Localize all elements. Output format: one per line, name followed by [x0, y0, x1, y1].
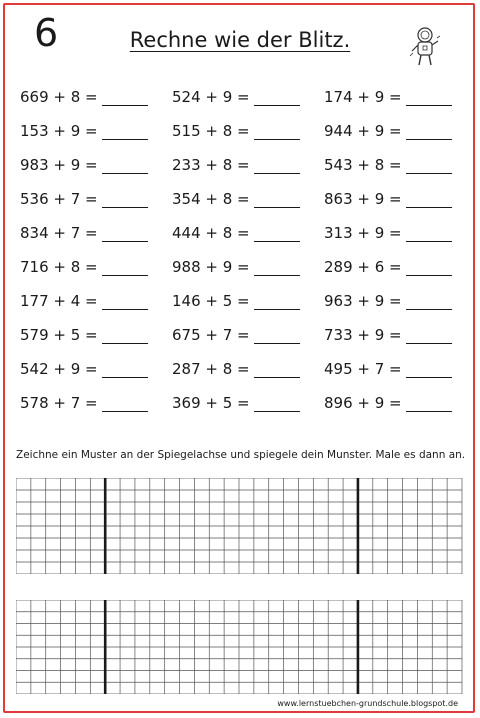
- problem-equation: 369 + 5 =: [172, 394, 250, 412]
- answer-blank[interactable]: [102, 191, 148, 208]
- problem-item: [20, 352, 172, 386]
- problem-equation: 983 + 9 =: [20, 156, 98, 174]
- mirror-grid-bottom: [16, 600, 464, 694]
- problem-item: [324, 318, 460, 352]
- problem-item: [20, 148, 172, 182]
- problem-equation: 233 + 8 =: [172, 156, 250, 174]
- answer-blank[interactable]: [102, 123, 148, 140]
- answer-blank[interactable]: [254, 89, 300, 106]
- problem-item: [324, 148, 460, 182]
- answer-blank[interactable]: [406, 191, 452, 208]
- problem-equation: 863 + 9 =: [324, 190, 402, 208]
- grid-lines: [16, 600, 464, 694]
- problem-item: [20, 284, 172, 318]
- problem-equation: 669 + 8 =: [20, 88, 98, 106]
- problem-equation: 146 + 5 =: [172, 292, 250, 310]
- astronaut-mascot-icon: [408, 26, 442, 68]
- problem-item: [172, 114, 324, 148]
- answer-blank[interactable]: [254, 123, 300, 140]
- problem-item: [172, 148, 324, 182]
- problem-equation: 289 + 6 =: [324, 258, 402, 276]
- problem-item: [20, 182, 172, 216]
- problem-equation: 287 + 8 =: [172, 360, 250, 378]
- answer-blank[interactable]: [406, 157, 452, 174]
- problem-item: [324, 114, 460, 148]
- answer-blank[interactable]: [406, 361, 452, 378]
- answer-blank[interactable]: [254, 293, 300, 310]
- answer-blank[interactable]: [102, 361, 148, 378]
- problem-item: [20, 250, 172, 284]
- problem-equation: 578 + 7 =: [20, 394, 98, 412]
- footer-url: www.lernstuebchen-grundschule.blogspot.de: [277, 699, 458, 708]
- answer-blank[interactable]: [406, 89, 452, 106]
- problem-item: [172, 216, 324, 250]
- problem-item: [172, 182, 324, 216]
- problem-equation: 524 + 9 =: [172, 88, 250, 106]
- drawing-instruction: Zeichne ein Muster an der Spiegelachse und spiegele dein Munster. Male es dann an.: [16, 449, 466, 461]
- answer-blank[interactable]: [102, 157, 148, 174]
- problem-item: [172, 80, 324, 114]
- problem-item: [324, 182, 460, 216]
- problem-equation: 733 + 9 =: [324, 326, 402, 344]
- problem-item: [20, 216, 172, 250]
- problem-equation: 354 + 8 =: [172, 190, 250, 208]
- problem-item: [324, 284, 460, 318]
- problem-equation: 177 + 4 =: [20, 292, 98, 310]
- problem-equation: 444 + 8 =: [172, 224, 250, 242]
- answer-blank[interactable]: [254, 395, 300, 412]
- problem-item: [324, 80, 460, 114]
- answer-blank[interactable]: [254, 327, 300, 344]
- problem-equation: 542 + 9 =: [20, 360, 98, 378]
- problem-item: [172, 250, 324, 284]
- problem-item: [20, 114, 172, 148]
- problem-item: [172, 318, 324, 352]
- answer-blank[interactable]: [406, 327, 452, 344]
- problem-equation: 153 + 9 =: [20, 122, 98, 140]
- problem-item: [172, 284, 324, 318]
- answer-blank[interactable]: [254, 259, 300, 276]
- problem-item: [20, 386, 172, 420]
- problem-item: [324, 250, 460, 284]
- problem-item: [324, 216, 460, 250]
- problem-equation: 174 + 9 =: [324, 88, 402, 106]
- answer-blank[interactable]: [406, 225, 452, 242]
- problem-equation: 896 + 9 =: [324, 394, 402, 412]
- answer-blank[interactable]: [102, 89, 148, 106]
- problem-equation: 579 + 5 =: [20, 326, 98, 344]
- answer-blank[interactable]: [102, 259, 148, 276]
- answer-blank[interactable]: [406, 293, 452, 310]
- answer-blank[interactable]: [406, 259, 452, 276]
- grid-lines: [16, 478, 464, 574]
- problem-item: [20, 80, 172, 114]
- title-text: Rechne wie der Blitz.: [129, 28, 351, 52]
- problem-item: [20, 318, 172, 352]
- problem-equation: 543 + 8 =: [324, 156, 402, 174]
- answer-blank[interactable]: [406, 395, 452, 412]
- problem-equation: 716 + 8 =: [20, 258, 98, 276]
- answer-blank[interactable]: [102, 225, 148, 242]
- problem-equation: 495 + 7 =: [324, 360, 402, 378]
- answer-blank[interactable]: [254, 361, 300, 378]
- answer-blank[interactable]: [254, 191, 300, 208]
- problem-equation: 963 + 9 =: [324, 292, 402, 310]
- problem-item: [324, 386, 460, 420]
- problem-item: [324, 352, 460, 386]
- problem-equation: 536 + 7 =: [20, 190, 98, 208]
- answer-blank[interactable]: [102, 327, 148, 344]
- problem-item: [172, 352, 324, 386]
- answer-blank[interactable]: [254, 157, 300, 174]
- answer-blank[interactable]: [102, 395, 148, 412]
- problem-equation: 944 + 9 =: [324, 122, 402, 140]
- problem-equation: 988 + 9 =: [172, 258, 250, 276]
- answer-blank[interactable]: [406, 123, 452, 140]
- problem-equation: 313 + 9 =: [324, 224, 402, 242]
- problem-equation: 515 + 8 =: [172, 122, 250, 140]
- addition-problems: [20, 80, 460, 420]
- problem-equation: 834 + 7 =: [20, 224, 98, 242]
- answer-blank[interactable]: [102, 293, 148, 310]
- page-number: 6: [34, 11, 59, 55]
- problem-equation: 675 + 7 =: [172, 326, 250, 344]
- mirror-grid-top: [16, 478, 464, 574]
- answer-blank[interactable]: [254, 225, 300, 242]
- problem-item: [172, 386, 324, 420]
